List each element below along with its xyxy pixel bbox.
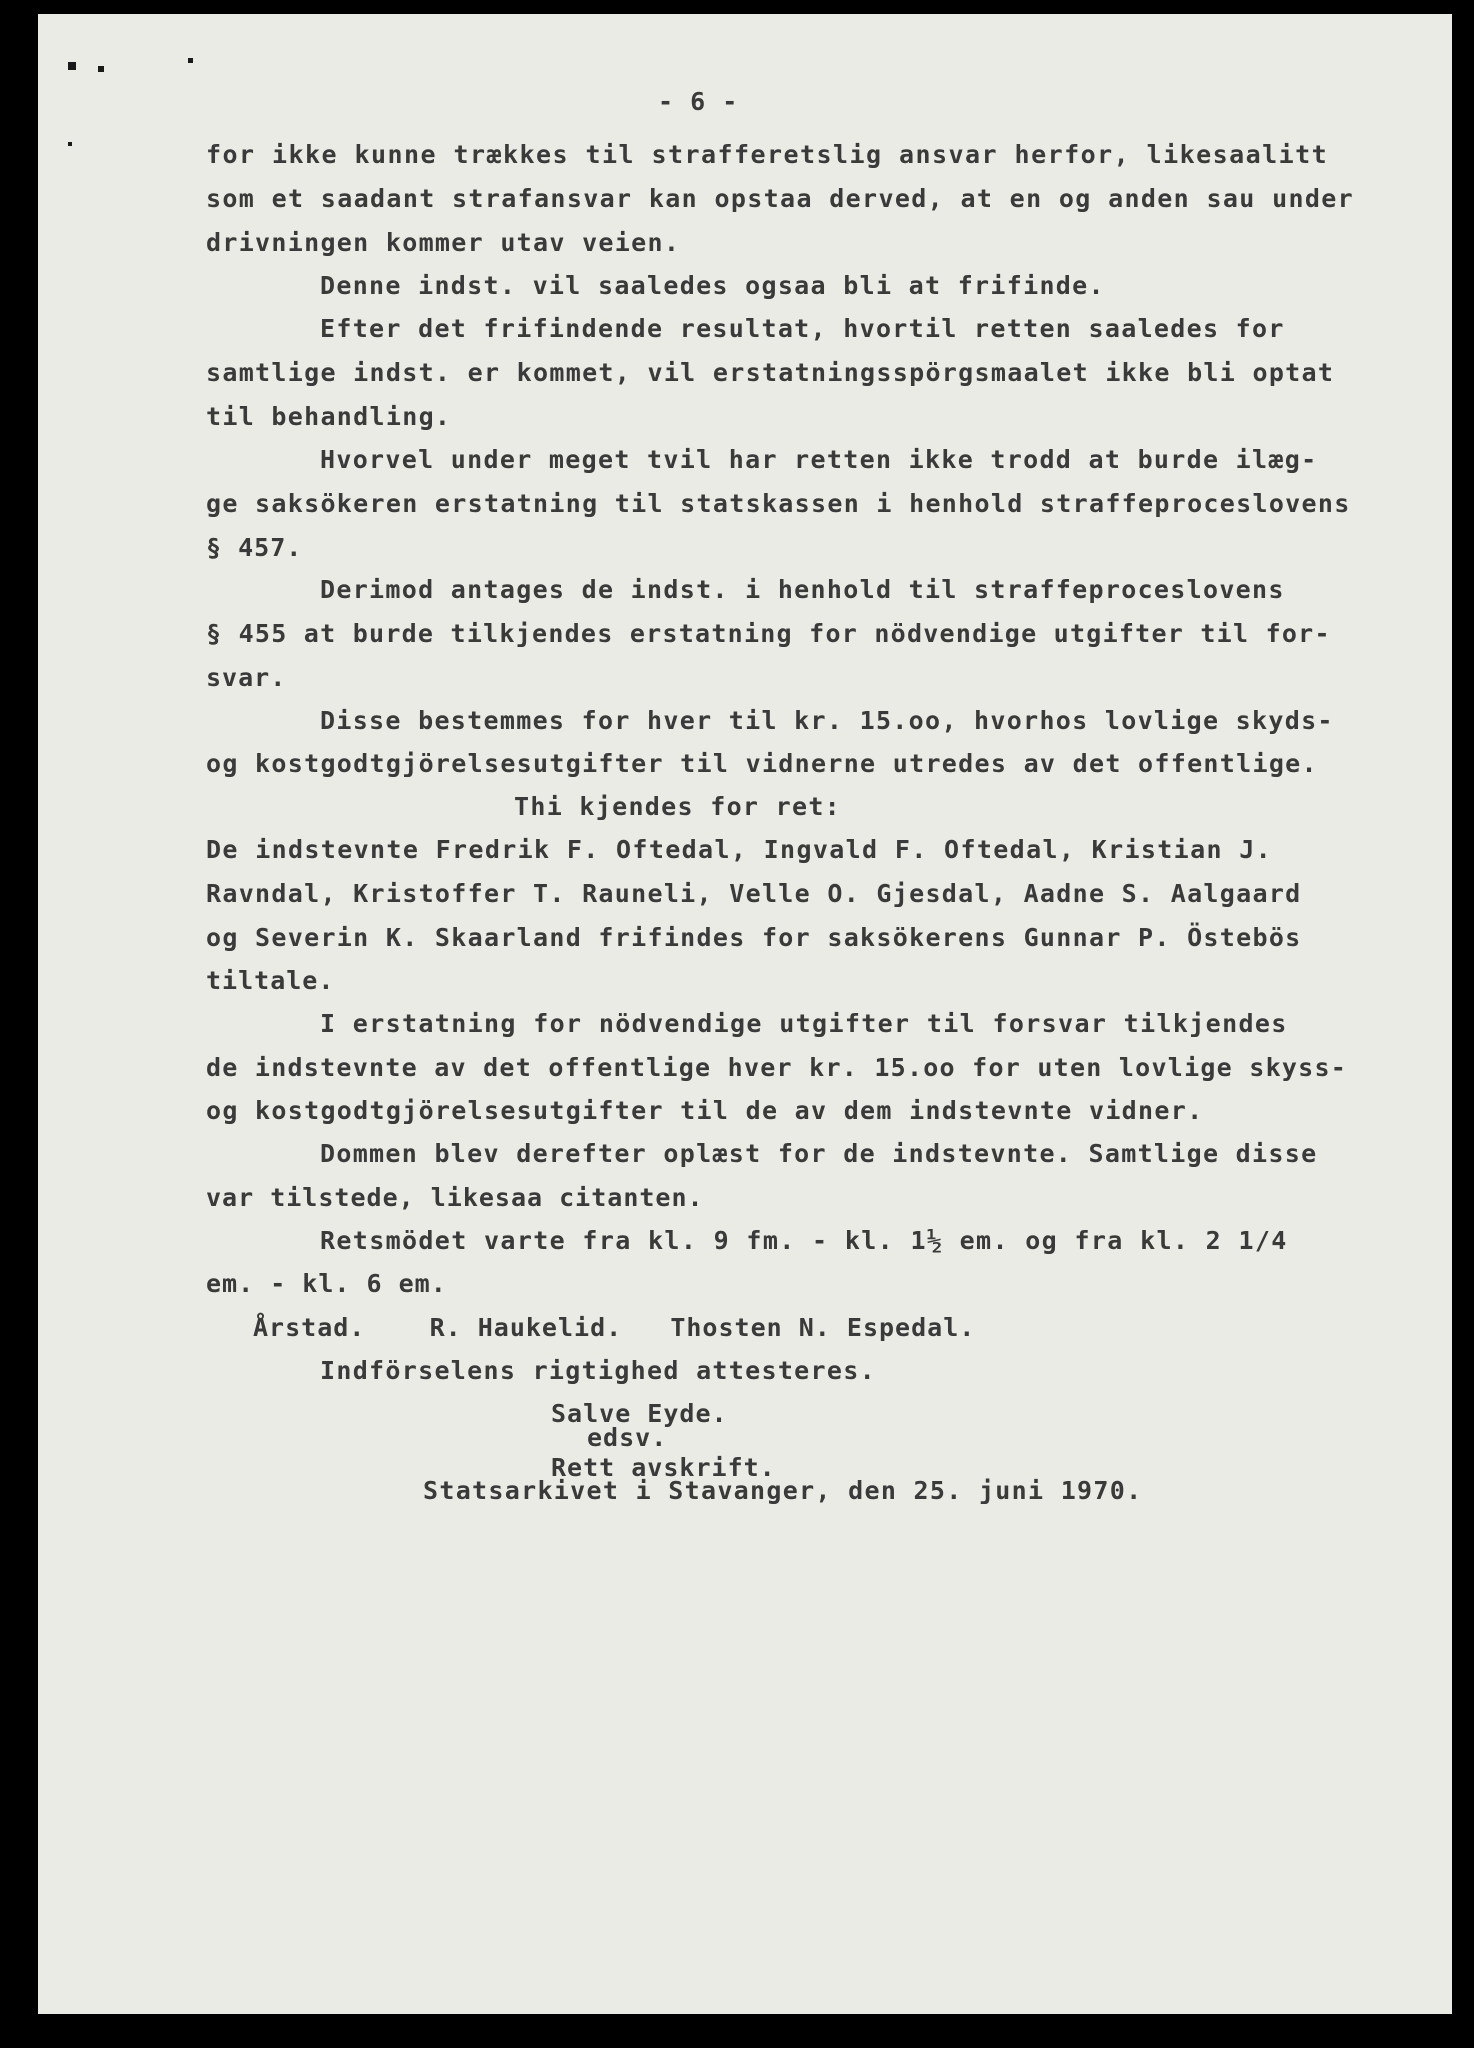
text-line: Derimod antages de indst. i henhold til straffeproceslovens [320,575,1285,604]
verdict-heading: Thi kjendes for ret: [514,792,842,821]
text-line: § 455 at burde tilkjendes erstatning for nödvendige utgifter til for- [206,619,1331,648]
signatures-line: Årstad. R. Haukelid. Thosten N. Espedal. [253,1313,976,1342]
text-line: til behandling. [206,402,452,431]
text-line: I erstatning for nödvendige utgifter til forsvar tilkjendes [320,1009,1288,1038]
text-line: § 457. [206,533,303,562]
text-line: Hvorvel under meget tvil har retten ikke trodd at burde ilæg- [320,445,1318,474]
text-line: Ravndal, Kristoffer T. Rauneli, Velle O. Gjesdal, Aadne S. Aalgaard [206,879,1302,908]
text-line: samtlige indst. er kommet, vil erstatningsspörgsmaalet ikke bli optat [206,358,1335,387]
copy-note: Rett avskrift. [551,1453,776,1482]
page-number: - 6 - [658,87,739,116]
text-line: De indstevnte Fredrik F. Oftedal, Ingvald F. Oftedal, Kristian J. [206,835,1273,864]
text-line: em. - kl. 6 em. [206,1269,447,1298]
text-line: Dommen blev derefter oplæst for de indstevnte. Samtlige disse [320,1139,1318,1168]
signer-name: Salve Eyde. [551,1399,728,1428]
attestation-line: Indförselens rigtighed attesteres. [320,1356,876,1385]
scan-mark [98,66,104,72]
text-line: Denne indst. vil saaledes ogsaa bli at frifinde. [320,271,1105,300]
text-line: Efter det frifindende resultat, hvortil retten saaledes for [320,314,1285,343]
text-line: svar. [206,663,287,692]
text-line: for ikke kunne trækkes til strafferetslig ansvar herfor, likesaalitt [206,140,1329,169]
text-line: Retsmödet varte fra kl. 9 fm. - kl. 1½ em. og fra kl. 2 1/4 [320,1226,1288,1255]
scan-mark [68,62,76,70]
text-line: ge saksökeren erstatning til statskassen i henhold straffeproceslovens [206,489,1351,518]
scan-mark [188,58,193,63]
signer-title: edsv. [587,1423,668,1452]
text-line: tiltale. [206,966,335,995]
text-line: og Severin K. Skaarland frifindes for saksökerens Gunnar P. Östebös [206,923,1302,952]
text-line: de indstevnte av det offentlige hver kr. 15.oo for uten lovlige skyss- [206,1053,1348,1082]
scan-mark [68,142,72,146]
text-line: drivningen kommer utav veien. [206,228,681,257]
document-page [38,14,1452,2014]
archive-line: Statsarkivet i Stavanger, den 25. juni 1970. [423,1476,1143,1505]
text-line: og kostgodtgjörelsesutgifter til de av dem indstevnte vidner. [206,1096,1204,1125]
text-line: som et saadant strafansvar kan opstaa derved, at en og anden sau under [206,184,1355,213]
text-line: og kostgodtgjörelsesutgifter til vidnerne utredes av det offentlige. [206,749,1318,778]
text-line: Disse bestemmes for hver til kr. 15.oo, hvorhos lovlige skyds- [320,706,1334,735]
text-line: var tilstede, likesaa citanten. [206,1183,704,1212]
